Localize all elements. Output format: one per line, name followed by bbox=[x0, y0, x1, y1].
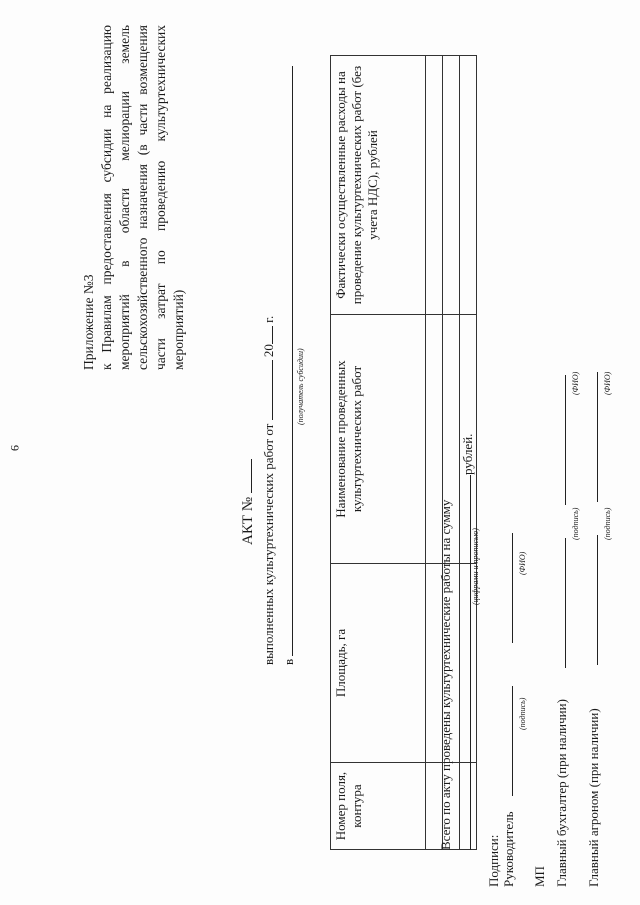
appendix-title: Приложение №3 bbox=[81, 274, 96, 370]
head-signature-caption: (подпись) bbox=[518, 697, 527, 730]
recipient-caption: (получатель субсидии) bbox=[296, 348, 305, 425]
accountant-signature-line bbox=[553, 375, 570, 887]
act-subtitle-year: 20 bbox=[261, 344, 276, 358]
header-work-name: Наименование проведенных культуртехнических работ bbox=[331, 315, 426, 564]
accountant-label: Главный бухгалтер (при наличии) bbox=[554, 699, 569, 887]
recipient-line bbox=[280, 66, 297, 665]
recipient-prefix: в bbox=[281, 658, 296, 665]
currency-label: рублей. bbox=[460, 433, 475, 475]
act-title-text: АКТ № bbox=[240, 496, 256, 545]
head-signature-line bbox=[500, 533, 517, 887]
agronomist-label: Главный агроном (при наличии) bbox=[586, 708, 601, 887]
total-text: Всего по акту проведены культуртехнические работы на сумму bbox=[438, 499, 453, 850]
table-cell bbox=[426, 56, 443, 315]
head-name-caption: (ФИО) bbox=[518, 551, 527, 575]
header-field-number: Номер поля, контура bbox=[331, 763, 426, 850]
appendix-body: к Правилам предоставления субсидии на реализацию мероприятий в области мелиорации земель сельскохозяйственного назначения (в части возмещения части затрат по проведению культуртехнических мероприятий) bbox=[99, 25, 186, 370]
agronomist-signature-caption: (подпись) bbox=[603, 507, 612, 540]
table-header-row bbox=[331, 56, 426, 850]
head-label: Руководитель bbox=[501, 811, 516, 887]
table-cell bbox=[460, 763, 477, 850]
page-number: 9 bbox=[8, 445, 22, 451]
act-subtitle-prefix: выполненных культуртехнических работ от bbox=[261, 423, 276, 665]
total-line bbox=[438, 500, 454, 850]
agronomist-name-underline bbox=[585, 372, 598, 502]
table-cell bbox=[443, 56, 460, 315]
head-name-underline bbox=[500, 533, 513, 643]
agronomist-name-caption: (ФИО) bbox=[603, 371, 612, 395]
accountant-name-underline bbox=[553, 375, 566, 505]
table-cell bbox=[460, 56, 477, 315]
header-expenses: Фактически осуществленные расходы на проведение культуртехнических работ (без учета НДС), рублей bbox=[331, 56, 426, 315]
amount-caption: (цифрами и прописью) bbox=[471, 528, 480, 605]
accountant-signature-underline bbox=[553, 538, 566, 668]
act-subtitle bbox=[260, 316, 277, 665]
agronomist-signature-line bbox=[585, 372, 602, 887]
date-line bbox=[260, 360, 273, 420]
seal-label: МП bbox=[532, 866, 547, 887]
act-subtitle-suffix: г. bbox=[261, 315, 276, 323]
signatures-heading: Подписи: bbox=[486, 834, 501, 887]
year-line bbox=[260, 326, 273, 344]
header-area: Площадь, га bbox=[331, 564, 426, 763]
accountant-signature-caption: (подпись) bbox=[571, 507, 580, 540]
works-table bbox=[330, 55, 477, 850]
appendix-block bbox=[80, 25, 188, 370]
accountant-name-caption: (ФИО) bbox=[571, 371, 580, 395]
agronomist-signature-underline bbox=[585, 535, 598, 665]
recipient-underline bbox=[280, 66, 293, 656]
head-signature-underline bbox=[500, 686, 513, 796]
act-title bbox=[237, 459, 257, 545]
act-number-line bbox=[237, 459, 252, 493]
